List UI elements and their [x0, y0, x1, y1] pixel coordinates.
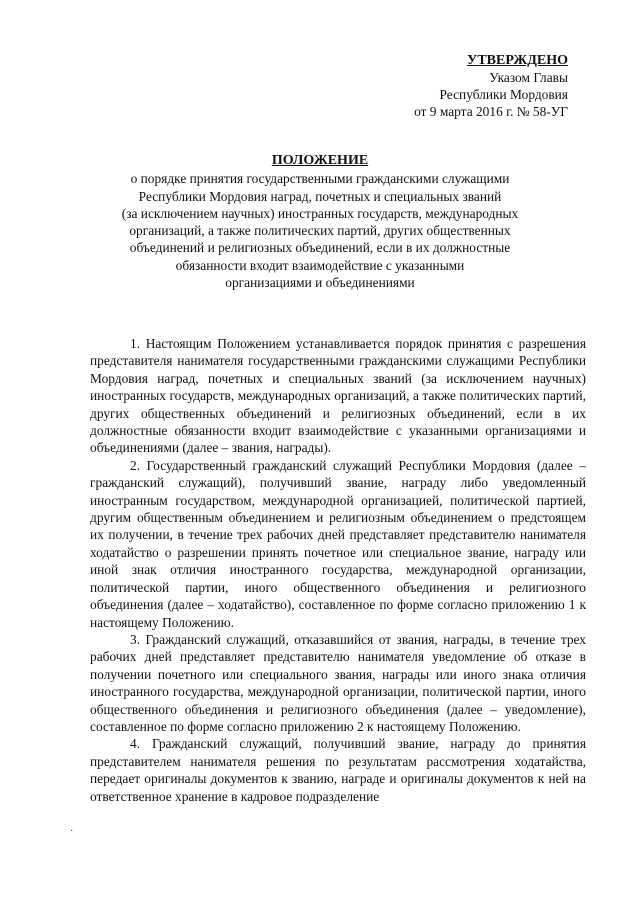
- paragraph-4: 4. Гражданский служащий, получивший звание, награду до принятия представителем нанимателя решения по результатам рассмотрения ходатайства, передает оригиналы документов к званию, награде и оригиналы документов к ней на ответственное хранение в кадровое подразделение: [90, 736, 586, 804]
- title-line: организаций, а также политических партий, других общественных: [129, 223, 511, 239]
- title-line: объединений и религиозных объединений, если в их должностные: [129, 240, 511, 256]
- document-body: [90, 335, 586, 805]
- approval-line: от 9 марта 2016 г. № 58-УГ: [414, 104, 568, 119]
- approval-line: Республики Мордовия: [439, 87, 568, 102]
- approval-line: Указом Главы: [489, 70, 568, 85]
- approval-heading: УТВЕРЖДЕНО: [467, 53, 568, 68]
- title-line: обязанности входит взаимодействие с указанными: [175, 257, 465, 273]
- document-title-block: [70, 152, 570, 291]
- paragraph-2: 2. Государственный гражданский служащий Республики Мордовия (далее – гражданский служащий), получивший звание, награду либо уведомленный иностранным государством, международной организацией, политической партией, другим общественным объединением и религиозным объединением о предстоящем их получении, в течение трех рабочих дней представляет представителю нанимателя ходатайство о разрешении принять почетное или специальное звание, награду или иной знак отличия иностранного государства, международной организации, политической партии, иного общественного объединения и религиозного объединения (далее – ходатайство), составленное по форме согласно приложению 1 к настоящему Положению.: [90, 457, 586, 630]
- title-line: (за исключением научных) иностранных государств, международных: [121, 205, 519, 221]
- paragraph-3: 3. Гражданский служащий, отказавшийся от звания, награды, в течение трех рабочих дней представляет представителю нанимателя уведомление об отказе в получении почетного или специального звания, награды или иного знака отличия иностранного государства, международной организации, политической партии, иного общественного объединения и религиозного объединения (далее – уведомление), составленное по форме согласно приложению 2 к настоящему Положению.: [90, 631, 586, 734]
- margin-dot: ·: [70, 826, 74, 837]
- title-line: организациями и объединениями: [225, 275, 415, 291]
- approval-stamp: [328, 52, 568, 120]
- paragraph-1: 1. Настоящим Положением устанавливается порядок принятия с разрешения представителя нанимателя государственными гражданскими служащими Республики Мордовия наград, почетных и специальных званий (за исключением научных) иностранных государств, международных организаций, а также политических партий, других общественных объединений и религиозных объединений, если в их должностные обязанности входит взаимодействие с указанными организациями и объединениями (далее – звания, награды).: [90, 336, 586, 456]
- title-line: Республики Мордовия наград, почетных и специальных званий: [138, 188, 502, 204]
- document-title: ПОЛОЖЕНИЕ: [271, 153, 369, 168]
- title-line: о порядке принятия государственными гражданскими служащими: [130, 171, 510, 187]
